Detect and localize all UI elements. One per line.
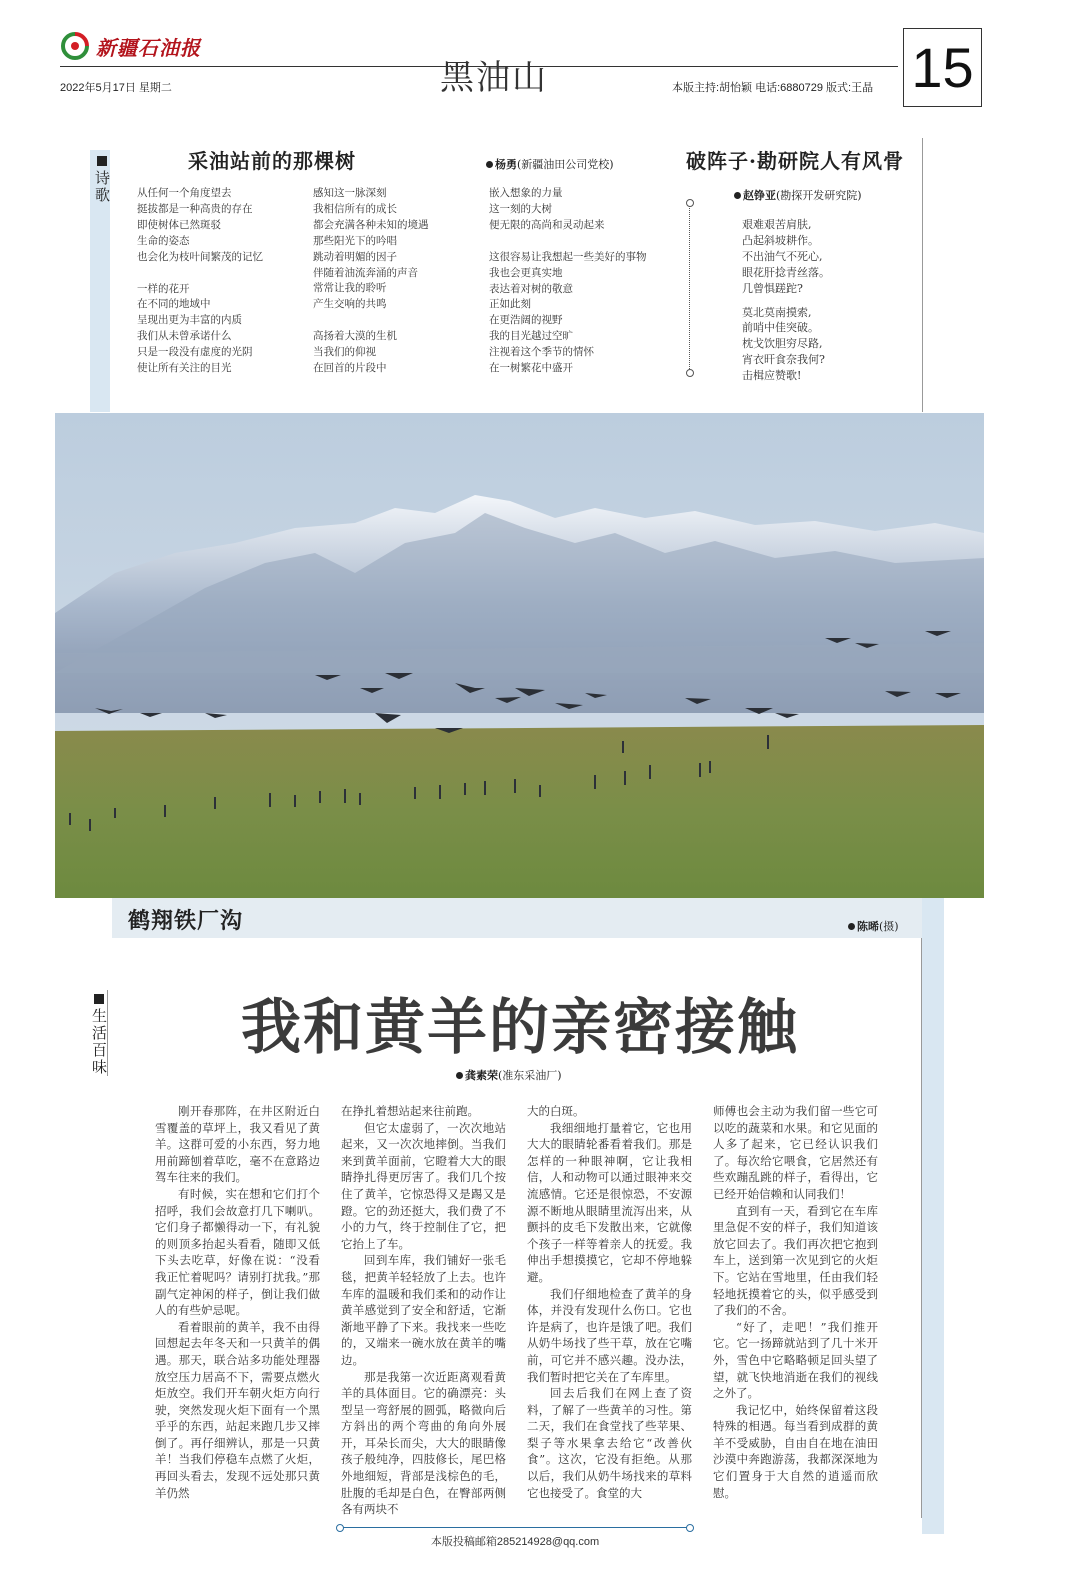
poem-line: 在更浩阔的视野 [489,314,563,327]
article-paragraph: 在挣扎着想站起来往前跑。 [341,1104,479,1118]
bullet-dot-icon [456,1072,463,1079]
poem-line: 几曾惧蹉跎? [742,281,803,295]
poem-line: 生命的姿态 [137,234,190,247]
article-paragraph: “好了，走吧！”我们推开它。它一扬蹄就站到了几十米开外，雪色中它略略顿足回头望了望，就飞快地消逝在我们的视线之外了。 [713,1319,878,1401]
footer-rule [343,1527,687,1528]
poem-line: 高扬着大漠的生机 [313,330,397,343]
article-paragraph: 直到有一天，看到它在车库里急促不安的样子，我们知道该放它回去了。我们再次把它抱到车上，送到第一次见到它的火炬下。它站在雪地里，任由我们轻轻地抚摸着它的头，似乎感受到了我们的不舍。 [713,1203,878,1318]
logo-text: 新疆石油报 [96,35,201,60]
poem-line: 挺拔都是一种高贵的存在 [137,202,253,215]
poem-line: 注视着这个季节的情怀 [489,346,594,359]
editor-credits: 本版主持:胡怡颖 电话:6880729 版式:王晶 [672,82,874,94]
article-paragraph: 我们仔细地检查了黄羊的身体，并没有发现什么伤口。它也许是病了，也许是饿了吧。我们从奶牛场找了些干草，放在它嘴前，可它并不感兴趣。没办法，我们暂时把它关在了车库里。 [527,1286,692,1384]
poem-line: 呈现出更为丰富的内质 [137,314,242,327]
article-paragraph: 刚开春那阵，在井区附近白雪覆盖的草坪上，我又看见了黄羊。这群可爱的小东西，努力地用前蹄刨着草吃，毫不在意路边驾车往来的我们。 [155,1104,320,1185]
bullet-dot-icon [486,161,493,168]
poem-line: 使让所有关注的目光 [137,362,232,375]
article-column [527,1103,692,1501]
poem1-author: 杨勇 [495,159,517,171]
stanza-gap [742,297,830,305]
photo-caption: 鹤翔铁厂沟 [128,908,244,934]
poem-divider [689,203,690,373]
photo-credit [848,918,899,934]
newspaper-logo [60,30,201,62]
poem1-affiliation: (新疆油田公司党校) [517,158,614,171]
poem-line: 前哨中佳突破。 [742,321,819,335]
poem2-byline [734,187,862,203]
poem-line: 枕戈饮胆穷尽路, [742,337,823,351]
poem-line: 也会化为枝叶间繁茂的记忆 [137,250,263,263]
bullet-dot-icon [734,192,741,199]
square-bullet-icon [94,994,104,1004]
poem-line: 我相信所有的成长 [313,202,397,215]
article-paragraph: 看着眼前的黄羊，我不由得回想起去年冬天和一只黄羊的偶遇。那天，联合站多功能处理器放空压力居高不下，需要点燃火炬放空。我们开车朝火炬方向行驶，突然发现火炬下面有一个黑乎乎的东西，站起来跑几步又摔倒了。再仔细辨认，那是一只黄羊！当我们停稳车点燃了火炬，再回头看去，发现不远处那只黄羊仍然 [155,1319,320,1500]
poetry-side-label: 诗歌 [92,156,113,204]
article-paragraph: 那是我第一次近距离观看黄羊的具体面目。它的确漂亮：头型呈一弯舒展的圆弧，略微向后方斜出的两个弯曲的角向外展开，耳朵长而尖，大大的眼睛像孩子般纯净，四肢修长，尾巴格外地细短，背部是浅棕色的毛，肚腹的毛却是白色，在臀部两侧各有两块不 [341,1369,506,1517]
article-paragraph: 我细细地打量着它，它也用大大的眼睛轮番看着我们。那是怎样的一种眼神啊，它让我相信，人和动物可以通过眼神来交流感情。它还是很惊恐，不安源源不断地从眼睛里流泻出来，从颤抖的皮毛下发散出来，它就像个孩子一样等着亲人的抚爱。我伸出手想摸摸它，它却不停地躲避。 [527,1120,692,1284]
poem-line: 莫北莫南摸索, [742,305,812,319]
poem-line: 那些阳光下的吟唱 [313,234,397,247]
poem-line: 产生交响的共鸣 [313,298,387,311]
square-bullet-icon [97,156,107,166]
poem1-title: 采油站前的那棵树 [188,149,356,173]
poem1-byline [486,156,614,172]
article-side-label: 生活百味 [89,994,110,1076]
article-column [341,1103,506,1518]
poem-line: 不出油气不死心, [742,249,823,263]
poem-line: 从任何一个角度望去 [137,187,232,199]
poem-line: 我也会更真实地 [489,266,563,279]
poem2-affiliation: (勘探开发研究院) [776,189,862,202]
article-paragraph: 有时候，实在想和它们打个招呼，我们会故意打几下喇叭。它们身子都懒得动一下，有礼貌的则顶多抬起头看看，随即又低下头去吃草，好像在说：“没看我正忙着呢吗？请别打扰我。”那副气定神闲的样子，倒让我们做人的有些妒忌呢。 [155,1186,320,1318]
poem1-column [137,186,263,377]
article-column [713,1103,878,1501]
article-paragraph: 大的白斑。 [527,1104,585,1118]
poem2-author: 赵铮亚 [743,190,776,202]
poem-line: 一样的花开 [137,282,190,295]
photo-credit-author: 陈晞 [857,920,879,933]
poem-line: 这一刻的大树 [489,202,552,215]
poem-line: 常常让我的聆听 [313,282,387,295]
poem-line: 都会充满各种未知的境遇 [313,218,429,231]
stanza-gap [137,266,263,282]
poem-line: 宵衣旰食奈我何? [742,353,825,367]
poem1-column [313,186,429,377]
poem-line: 眼花肝捻青丝落。 [742,265,830,279]
stanza-gap [489,234,647,250]
poem-line: 伴随着油流奔涌的声音 [313,266,418,279]
section-title: 黑油山 [440,58,548,98]
poem1-column [489,186,647,377]
poem-line: 便无限的高尚和灵动起来 [489,218,605,231]
poem-line: 嵌入想象的力量 [489,187,563,199]
poem-line: 我的目光越过空旷 [489,330,573,343]
article-affiliation: (准东采油厂) [498,1069,562,1082]
poem-line: 在回首的片段中 [313,362,387,375]
issue-date: 2022年5月17日 星期二 [60,82,172,94]
logo-emblem-icon [60,31,90,61]
article-paragraph: 我记忆中，始终保留着这段特殊的相遇。每当看到成群的黄羊不受威胁，自由自在地在油田沙漠中奔跑游荡，我都深深地为它们置身于大自然的逍遥而欣慰。 [713,1402,878,1500]
poem-line: 感知这一脉深刻 [313,187,387,199]
photo-credit-note: (摄) [879,920,899,933]
poem-line: 我们从未曾承诺什么 [137,330,232,343]
stanza-gap [313,313,429,329]
poem-line: 这很容易让我想起一些美好的事物 [489,250,647,263]
photo-cranes-mountains [55,413,984,898]
poem-line: 正如此刻 [489,298,531,311]
poem-line: 艰难艰苦肩肤, [742,218,812,231]
article-column [155,1103,320,1501]
bullet-dot-icon [848,923,855,930]
right-side-bar [922,898,944,1534]
poem-line: 只是一段没有虚度的光阴 [137,346,253,359]
article-byline [456,1067,562,1083]
poem-line: 当我们的仰视 [313,346,376,359]
poem-line: 凸起斜坡耕作。 [742,233,819,247]
poem2-title: 破阵子·勘研院人有风骨 [686,149,904,173]
page-number-box [903,28,982,107]
poem-line: 在不同的地域中 [137,298,211,311]
poem-line: 跳动着明媚的因子 [313,250,397,263]
poem-line: 在一树繁花中盛开 [489,362,573,375]
poem-line: 表达着对树的敬意 [489,282,573,295]
poem-line: 即使树体已然斑驳 [137,218,221,231]
article-paragraph: 回去后我们在网上查了资料，了解了一些黄羊的习性。第二天，我们在食堂找了些苹果、梨子等水果拿去给它“改善伙食”。这次，它没有拒绝。从那以后，我们从奶牛场找来的草料它也接受了。食堂的大 [527,1386,692,1500]
article-paragraph: 回到车库，我们铺好一张毛毯，把黄羊轻轻放了上去。也许车库的温暖和我们柔和的动作让黄羊感觉到了安全和舒适，它渐渐地平静了下来。我找来一些吃的，又端来一碗水放在黄羊的嘴边。 [341,1253,506,1367]
poem-line: 击楫应赞歌! [742,369,802,383]
page-number: 15 [911,36,974,99]
poem2-body [742,217,830,384]
article-headline: 我和黄羊的亲密接触 [241,993,799,1063]
article-paragraph: 但它太虚弱了，一次次地站起来，又一次次地摔倒。当我们来到黄羊面前，它瞪着大大的眼睛挣扎得更厉害了。我们几个按住了黄羊，它惊恐得又是踢又是蹬。它的劲还挺大，我们费了不小的力气，终于控制住了它，把它抬上了车。 [341,1120,506,1251]
article-author: 龚素荣 [465,1069,498,1082]
submission-email: 本版投稿邮箱285214928@qq.com [430,1536,600,1548]
article-paragraph: 师傅也会主动为我们留一些它可以吃的蔬菜和水果。和它见面的人多了起来，它已经认识我们了。每次给它喂食，它居然还有些欢蹦乱跳的样子，看得出，它已经开始信赖和认同我们！ [713,1104,878,1201]
